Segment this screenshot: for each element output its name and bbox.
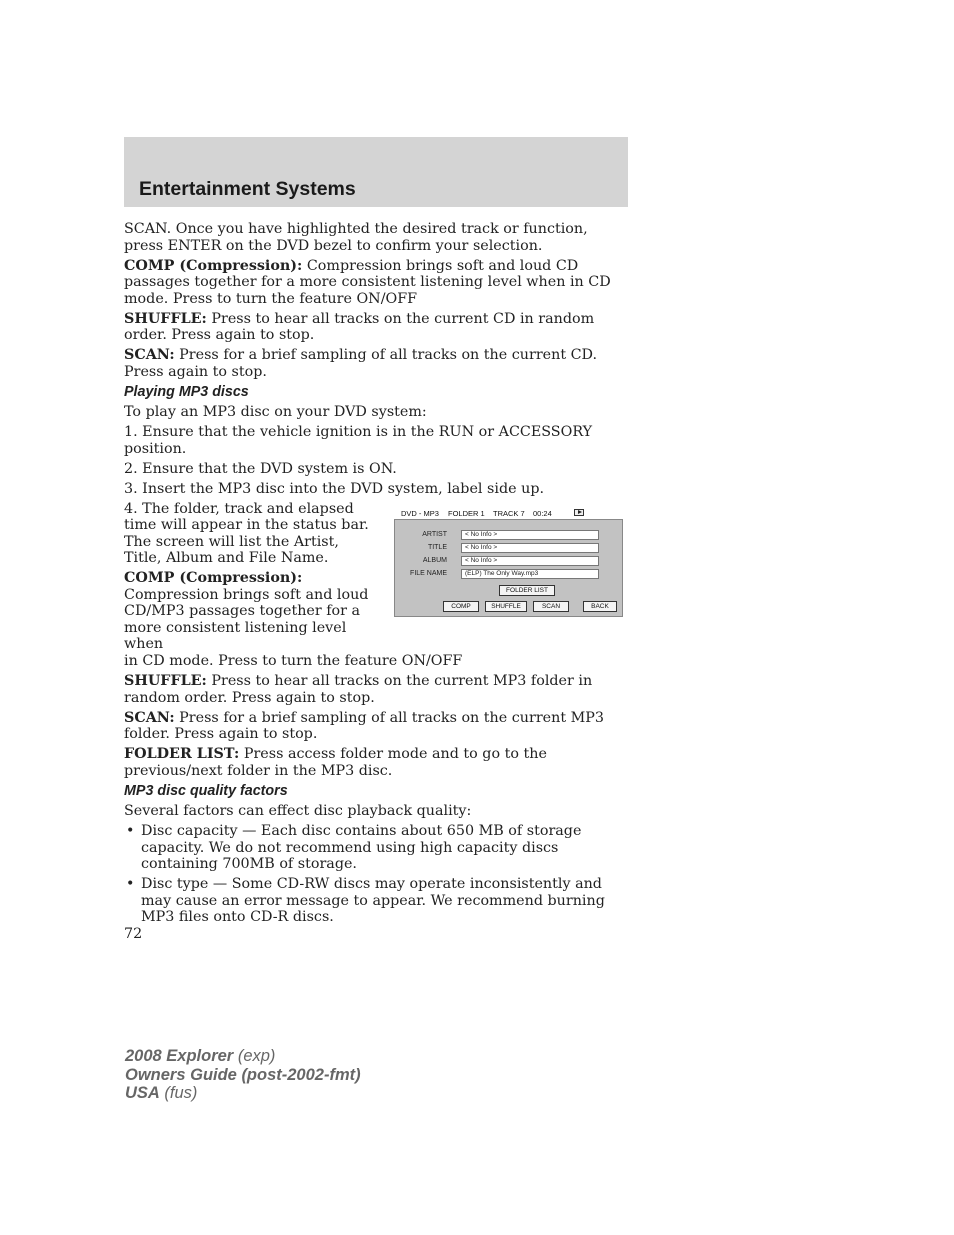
term-label: COMP (Compression): [124,570,303,587]
shuffle-button[interactable]: SHUFFLE [485,601,527,612]
status-track: TRACK 7 [493,509,525,518]
paragraph-quality-intro: Several factors can effect disc playback quality: [124,802,472,819]
bullet-text: Disc type — Some CD-RW discs may operate inconsistently and may cause an error message to appear. We recommend burning MP3 files onto CD-R discs. [141,876,605,926]
bullet-icon: • [126,876,135,893]
play-icon [574,509,584,516]
paragraph-comp-cd [124,258,628,308]
term-text: Press for a brief sampling of all tracks on the current MP3 folder. Press again to stop. [124,709,604,743]
step-1: 1. Ensure that the vehicle ignition is in the RUN or ACCESSORY position. [124,424,593,457]
back-button[interactable]: BACK [583,601,617,612]
document-footer [125,1047,361,1103]
file-name-label: FILE NAME [410,570,447,577]
status-time: 00:24 [533,509,552,518]
term-text: Compression brings soft and loud CD/MP3 passages together for a more consistent listening level when [124,586,369,653]
scan-button[interactable]: SCAN [533,601,569,612]
term-text: Press to hear all tracks on the current MP3 folder in random order. Press again to stop. [124,673,593,706]
step-2: 2. Ensure that the DVD system is ON. [124,460,397,477]
term-label: SCAN: [124,709,175,726]
paragraph-scan-cd [124,347,628,380]
term-text: Press for a brief sampling of all tracks on the current CD. Press again to stop. [124,347,598,380]
footer-model: 2008 Explorer [125,1047,234,1065]
footer-guide: Owners Guide (post-2002-fmt) [125,1065,361,1084]
footer-line-2 [125,1066,361,1085]
file-name-field: (ELP) The Only Way.mp3 [461,569,599,579]
footer-market-code: (fus) [159,1084,198,1102]
section-header-band [124,137,628,207]
status-mode: DVD - MP3 [401,509,439,518]
subheading-playing-mp3: Playing MP3 discs [124,383,249,400]
paragraph-scan-intro: SCAN. Once you have highlighted the desired track or function, press ENTER on the DVD bezel to confirm your selection. [124,221,588,254]
page-number: 72 [124,926,143,942]
bullet-item [124,876,628,926]
paragraph-shuffle-mp3 [124,673,628,706]
step-4: 4. The folder, track and elapsed time will appear in the status bar. The screen will list the Artist, Title, Album and File Name. [124,500,369,567]
footer-line-1 [125,1047,361,1066]
paragraph-folder-list [124,746,628,779]
screen-panel [394,519,623,617]
term-label: FOLDER LIST: [124,746,240,763]
artist-label: ARTIST [422,531,447,538]
bullet-item [124,823,628,873]
term-label: SHUFFLE: [124,310,207,327]
paragraph-scan-mp3 [124,710,628,743]
title-label: TITLE [427,544,447,551]
status-bar [394,505,624,519]
album-label: ALBUM [422,557,447,564]
step-3: 3. Insert the MP3 disc into the DVD system, label side up. [124,480,545,497]
album-field: < No Info > [461,556,599,566]
folder-list-button[interactable]: FOLDER LIST [499,585,555,596]
footer-line-3 [125,1084,361,1103]
term-label: SCAN: [124,347,175,364]
term-text-continued: in CD mode. Press to turn the feature ON/OFF [124,652,463,669]
term-label: COMP (Compression): [124,257,303,274]
term-text: Press to hear all tracks on the current CD in random order. Press again to stop. [124,310,595,344]
footer-model-code: (exp) [233,1047,276,1065]
title-field: < No Info > [461,543,599,553]
artist-field: < No Info > [461,530,599,540]
comp-mp3-narrow-block [124,570,380,653]
bullet-icon: • [126,823,135,839]
status-folder: FOLDER 1 [448,509,485,518]
term-text: Compression brings soft and loud CD passages together for a more consistent listening level when in CD mode. Press to turn the feature ON/OFF [124,257,611,307]
paragraph-shuffle-cd [124,311,628,344]
section-title: Entertainment Systems [139,178,356,200]
comp-button[interactable]: COMP [443,601,479,612]
bullet-text: Disc capacity — Each disc contains about 650 MB of storage capacity. We do not recommend using high capacity discs containing 700MB of storage. [141,823,582,872]
dvd-mp3-screen-figure [394,505,624,618]
subheading-quality-factors: MP3 disc quality factors [124,782,288,799]
paragraph-mp3-intro: To play an MP3 disc on your DVD system: [124,403,427,420]
term-text: Press access folder mode and to go to the previous/next folder in the MP3 disc. [124,746,547,779]
footer-market: USA [125,1084,160,1102]
term-label: SHUFFLE: [124,673,207,690]
